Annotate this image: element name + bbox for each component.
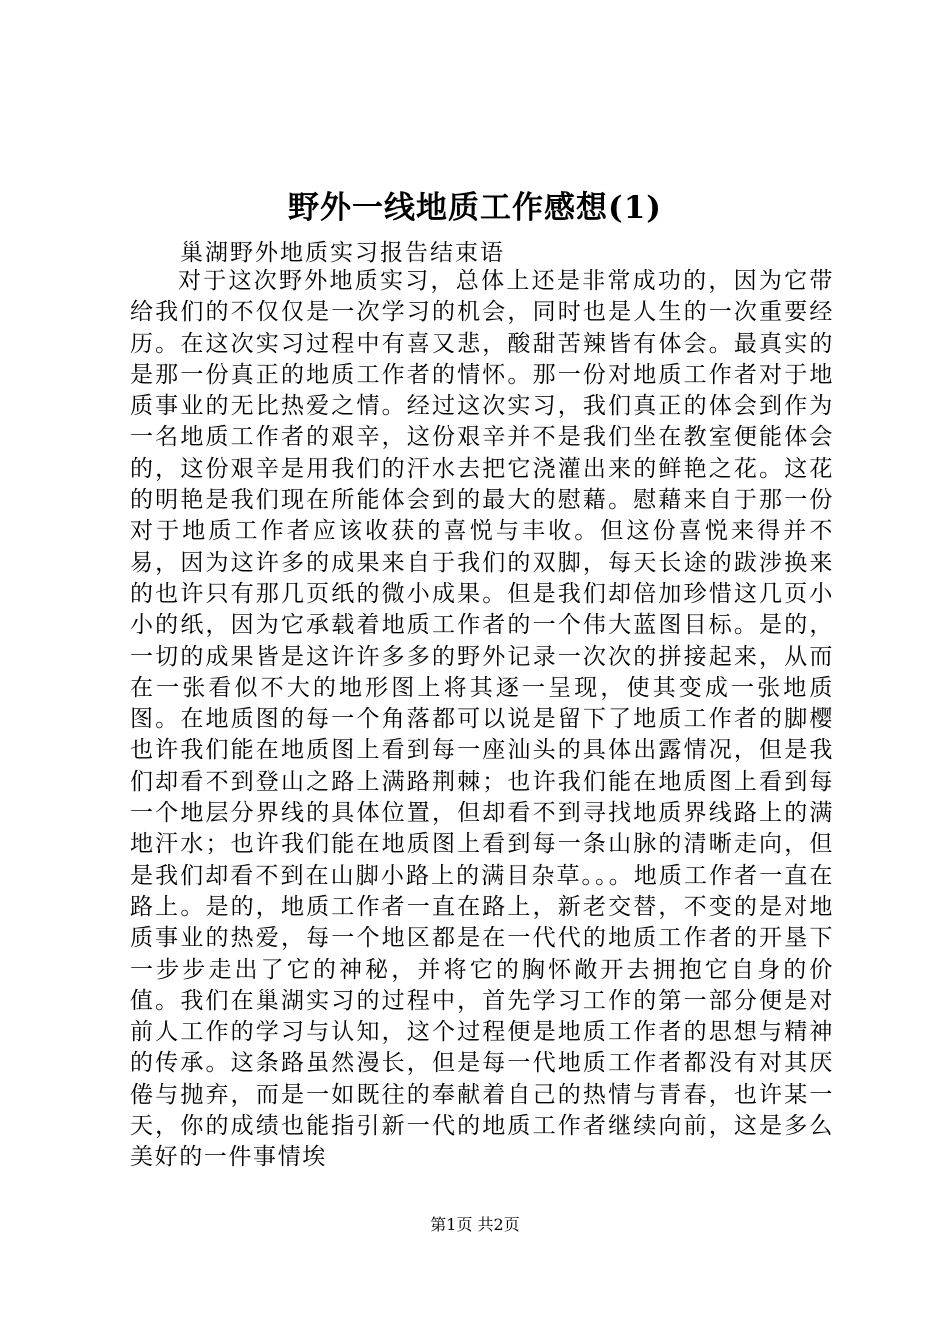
document-title: 野外一线地质工作感想(1) bbox=[288, 190, 662, 226]
page-footer: 第1页 共2页 bbox=[430, 1215, 520, 1234]
body-paragraph: 对于这次野外地质实习，总体上还是非常成功的，因为它带给我们的不仅仅是一次学习的机会，同时也是人生的一次重要经历。在这次实习过程中有喜又悲，酸甜苦辣皆有体会。最真实的是那一份真正的地质工作者的情怀。那一份对地质工作者对于地质事业的无比热爱之情。经过这次实习，我们真正的体会到作为一名地质工作者的艰辛，这份艰辛并不是我们坐在教室便能体会的，这份艰辛是用我们的汗水去把它浇灌出来的鲜艳之花。这花的明艳是我们现在所能体会到的最大的慰藉。慰藉来自于那一份对于地质工作者应该收获的喜悦与丰收。但这份喜悦来得并不易，因为这许多的成果来自于我们的双脚，每天长途的跋涉换来的也许只有那几页纸的微小成果。但是我们却倍加珍惜这几页小小的纸，因为它承载着地质工作者的一个伟大蓝图目标。是的，一切的成果皆是这许许多多的野外记录一次次的拼接起来，从而在一张看似不大的地形图上将其逐一呈现，使其变成一张地质图。在地质图的每一个角落都可以说是留下了地质工作者的脚樱也许我们能在地质图上看到每一座汕头的具体出露情况，但是我们却看不到登山之路上满路荆棘；也许我们能在地质图上看到每一个地层分界线的具体位置，但却看不到寻找地质界线路上的满地汗水；也许我们能在地质图上看到每一条山脉的清晰走向，但是我们却看不到在山脚小路上的满目杂草。。。地质工作者一直在路上。是的，地质工作者一直在路上，新老交替，不变的是对地质事业的热爱，每一个地区都是在一代代的地质工作者的开垦下一步步走出了它的神秘，并将它的胸怀敞开去拥抱它自身的价值。我们在巢湖实习的过程中，首先学习工作的第一部分便是对前人工作的学习与认知，这个过程便是地质工作者的思想与精神的传承。这条路虽然漫长，但是每一代地质工作者都没有对其厌倦与抛弃，而是一如既往的奉献着自己的热情与青春，也许某一天，你的成绩也能指引新一代的地质工作者继续向前，这是多么美好的一件事情埃 bbox=[130, 268, 834, 1171]
document-subtitle: 巢湖野外地质实习报告结束语 bbox=[180, 240, 505, 266]
